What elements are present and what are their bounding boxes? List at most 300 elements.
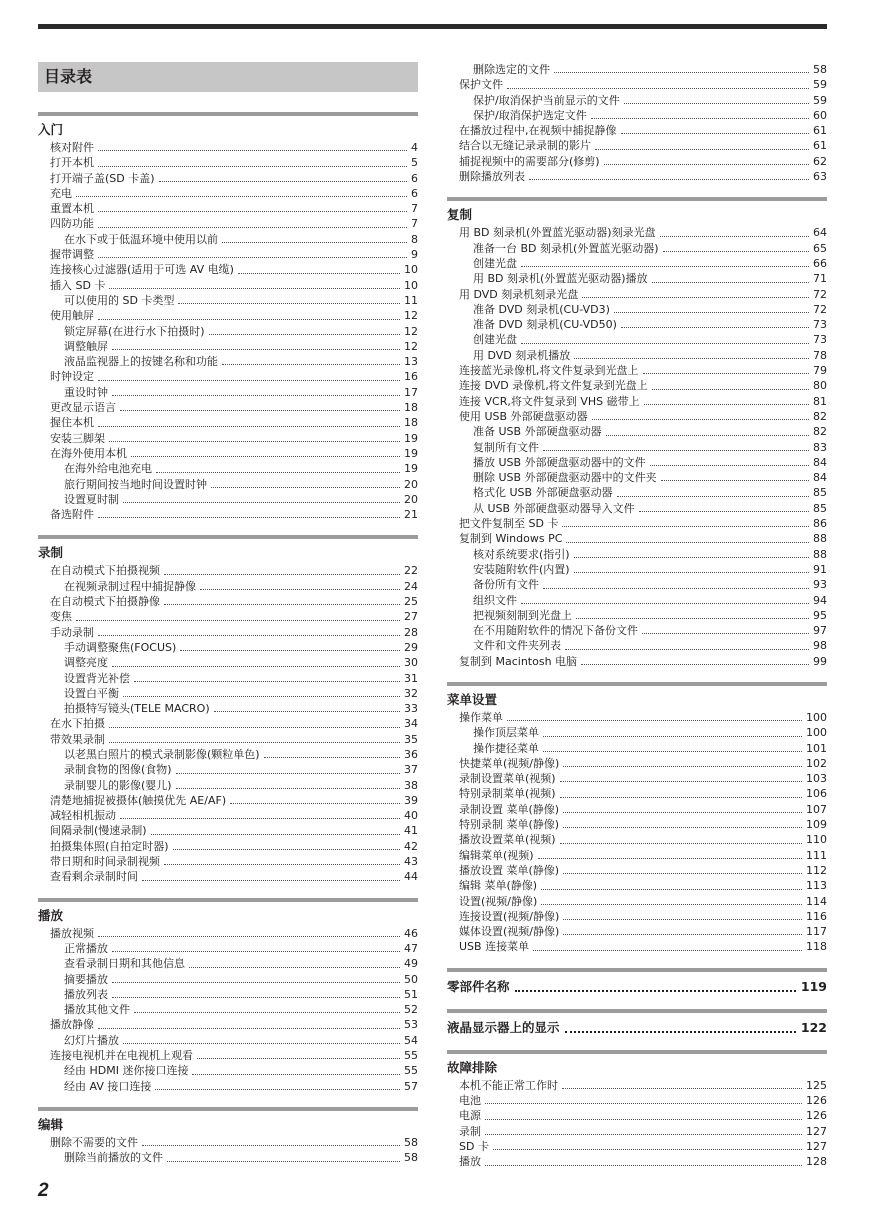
toc-entry[interactable]	[38, 1063, 418, 1078]
toc-entry-page: 16	[404, 370, 418, 384]
dot-leader	[123, 502, 400, 503]
toc-entry[interactable]	[38, 201, 418, 216]
toc-entry-page: 72	[813, 302, 827, 316]
toc-entry[interactable]	[447, 138, 827, 153]
toc-entry-page: 38	[404, 778, 418, 792]
dot-leader	[98, 211, 407, 212]
toc-entry[interactable]	[447, 547, 827, 562]
toc-entry-title: 保护/取消保护当前显示的文件	[473, 93, 620, 107]
dot-leader	[200, 589, 400, 590]
toc-entry-title: 操作顶层菜单	[473, 726, 539, 740]
toc-entry-page: 17	[404, 385, 418, 399]
toc-entry[interactable]	[38, 609, 418, 624]
toc-entry-page: 84	[813, 471, 827, 485]
toc-entry[interactable]	[38, 701, 418, 716]
dot-leader	[167, 1161, 400, 1162]
toc-entry[interactable]	[38, 492, 418, 507]
toc-entry[interactable]	[38, 1079, 418, 1094]
toc-entry[interactable]	[447, 802, 827, 817]
toc-entry-page: 116	[806, 909, 827, 923]
dot-leader	[151, 834, 400, 835]
dot-leader	[566, 542, 809, 543]
toc-entry-page: 128	[806, 1155, 827, 1169]
toc-entry-title: 可以使用的 SD 卡类型	[64, 293, 175, 307]
dot-leader	[142, 1145, 400, 1146]
dot-leader	[644, 404, 809, 405]
dot-leader	[543, 736, 802, 737]
toc-entry-page: 5	[411, 156, 418, 170]
dot-leader	[507, 720, 802, 721]
toc-entry[interactable]	[38, 686, 418, 701]
toc-entry-page: 94	[813, 593, 827, 607]
toc-entry-title: 备份所有文件	[473, 578, 539, 592]
toc-entry-title: 重置本机	[50, 202, 94, 216]
toc-entry[interactable]	[38, 671, 418, 686]
toc-entry-page: 97	[813, 624, 827, 638]
toc-entry-page: 78	[813, 348, 827, 362]
toc-entry[interactable]	[38, 869, 418, 884]
dot-leader	[98, 380, 400, 381]
toc-entry-title: 查看剩余录制时间	[50, 870, 138, 884]
dot-leader	[112, 951, 400, 952]
toc-entry[interactable]	[447, 225, 827, 240]
toc-entry[interactable]	[38, 987, 418, 1002]
toc-entry[interactable]	[38, 747, 418, 762]
toc-entry[interactable]	[447, 93, 827, 108]
toc-entry[interactable]	[447, 909, 827, 924]
toc-entry[interactable]	[38, 247, 418, 262]
toc-entry-page: 35	[404, 732, 418, 746]
toc-entry-title: 在播放过程中,在视频中捕捉静像	[459, 124, 617, 138]
dot-leader	[98, 257, 407, 258]
dot-leader	[507, 88, 809, 89]
toc-entry[interactable]	[447, 516, 827, 531]
dot-leader	[98, 227, 407, 228]
toc-entry[interactable]	[38, 140, 418, 155]
toc-section	[38, 1107, 418, 1166]
toc-entry-page: 85	[813, 501, 827, 515]
toc-entry-page: 126	[806, 1109, 827, 1123]
dot-leader	[264, 757, 400, 758]
toc-entry-page: 34	[404, 717, 418, 731]
toc-entry[interactable]	[38, 956, 418, 971]
section-heading[interactable]: 录制	[38, 535, 418, 561]
section-page-number: 119	[800, 978, 827, 994]
toc-entry[interactable]	[447, 1154, 827, 1169]
toc-entry[interactable]	[447, 1108, 827, 1123]
section-heading[interactable]: 复制	[447, 197, 827, 223]
dot-leader	[562, 1088, 802, 1089]
toc-entry[interactable]	[38, 1048, 418, 1063]
toc-entry[interactable]	[38, 1150, 418, 1165]
dot-leader	[565, 1031, 796, 1033]
toc-entry-title: 删除播放列表	[459, 170, 525, 184]
dot-leader	[142, 880, 400, 881]
toc-entry-page: 4	[411, 141, 418, 154]
toc-entry-page: 8	[411, 232, 418, 246]
section-heading[interactable]: 播放	[38, 898, 418, 924]
toc-entry[interactable]	[447, 169, 827, 184]
toc-entry[interactable]	[38, 400, 418, 415]
toc-entry-title: 手动录制	[50, 625, 94, 639]
toc-entry-title: 设置(视频/静像)	[459, 894, 538, 908]
toc-entry[interactable]	[38, 354, 418, 369]
dot-leader	[134, 1012, 400, 1013]
toc-entry-title: 本机不能正常工作时	[459, 1078, 558, 1092]
dot-leader	[560, 781, 802, 782]
dot-leader	[562, 526, 809, 527]
dot-leader	[109, 742, 400, 743]
dot-leader	[112, 666, 400, 667]
toc-entry-title: 录制	[459, 1124, 481, 1138]
toc-entry-page: 12	[404, 309, 418, 323]
toc-entry-title: 电源	[459, 1109, 481, 1123]
toc-entry-page: 107	[806, 802, 827, 816]
toc-entry[interactable]	[38, 762, 418, 777]
toc-entry-title: 媒体设置(视频/静像)	[459, 925, 560, 939]
toc-entry[interactable]	[447, 1093, 827, 1108]
toc-entry[interactable]	[38, 507, 418, 522]
toc-entry[interactable]	[447, 832, 827, 847]
toc-entry[interactable]	[38, 324, 418, 339]
toc-entry[interactable]	[447, 241, 827, 256]
toc-entry-title: 充电	[50, 186, 72, 200]
toc-entry-title: 连接 DVD 录像机,将文件复录到光盘上	[459, 379, 648, 393]
dot-leader	[661, 480, 809, 481]
toc-entry[interactable]	[38, 461, 418, 476]
toc-section	[447, 682, 827, 955]
toc-entry[interactable]	[38, 232, 418, 247]
toc-entry-page: 127	[806, 1124, 827, 1138]
toc-entry[interactable]	[38, 854, 418, 869]
toc-entry[interactable]	[447, 108, 827, 123]
toc-entry[interactable]	[447, 455, 827, 470]
toc-entry[interactable]	[447, 939, 827, 954]
toc-entry-page: 112	[806, 863, 827, 877]
toc-entry[interactable]	[447, 77, 827, 92]
toc-section	[447, 1050, 827, 1170]
toc-entry-title: 锁定屏幕(在进行水下拍摄时)	[64, 324, 205, 338]
toc-entry-title: 在视频录制过程中捕捉静像	[64, 579, 196, 593]
toc-section	[38, 898, 418, 1094]
toc-entry-title: 播放其他文件	[64, 1003, 130, 1017]
dot-leader	[574, 358, 809, 359]
toc-entry[interactable]	[447, 786, 827, 801]
toc-entry-page: 12	[404, 324, 418, 338]
toc-entry[interactable]	[38, 477, 418, 492]
section-heading[interactable]: 入门	[38, 112, 418, 138]
toc-entry[interactable]	[447, 378, 827, 393]
toc-entry[interactable]	[447, 332, 827, 347]
toc-entry-title: 播放静像	[50, 1018, 94, 1032]
toc-entry[interactable]	[38, 293, 418, 308]
dot-leader	[521, 343, 809, 344]
dot-leader	[123, 696, 400, 697]
toc-entry[interactable]	[38, 941, 418, 956]
dot-leader	[120, 410, 400, 411]
toc-entry-page: 53	[404, 1018, 418, 1032]
toc-entry[interactable]	[38, 1135, 418, 1150]
dot-leader	[563, 827, 802, 828]
toc-entry-title: 用 BD 刻录机(外置蓝光驱动器)播放	[473, 272, 648, 286]
toc-entry-page: 117	[806, 925, 827, 939]
dot-leader	[189, 967, 400, 968]
toc-entry[interactable]	[38, 808, 418, 823]
toc-entry[interactable]	[38, 262, 418, 277]
dot-leader	[643, 373, 810, 374]
toc-entry[interactable]	[447, 348, 827, 363]
toc-entry-page: 55	[404, 1049, 418, 1063]
toc-entry-page: 59	[813, 93, 827, 107]
toc-entry[interactable]	[38, 415, 418, 430]
toc-entry[interactable]	[447, 710, 827, 725]
toc-entry-page: 118	[806, 940, 827, 954]
dot-leader	[529, 179, 809, 180]
section-heading[interactable]: 故障排除	[447, 1050, 827, 1076]
toc-entry[interactable]	[447, 531, 827, 546]
toc-entry[interactable]	[38, 926, 418, 941]
dot-leader	[565, 649, 809, 650]
toc-entry[interactable]	[38, 1033, 418, 1048]
toc-entry[interactable]	[447, 317, 827, 332]
toc-entry-title: 准备 USB 外部硬盘驱动器	[473, 425, 602, 439]
toc-entry[interactable]	[447, 409, 827, 424]
toc-entry[interactable]	[447, 817, 827, 832]
toc-entry[interactable]	[447, 1078, 827, 1093]
toc-entry[interactable]	[447, 654, 827, 669]
toc-entry-title: 间隔录制(慢速录制)	[50, 824, 147, 838]
toc-entry-title: 减轻相机振动	[50, 809, 116, 823]
toc-entry-page: 6	[411, 171, 418, 185]
toc-entry[interactable]	[38, 625, 418, 640]
toc-entry[interactable]	[38, 839, 418, 854]
toc-entry[interactable]	[447, 287, 827, 302]
toc-entry-page: 50	[404, 972, 418, 986]
toc-entry[interactable]	[38, 339, 418, 354]
toc-entry[interactable]	[38, 716, 418, 731]
dot-leader	[621, 327, 809, 328]
toc-entry-title: 结合以无缝记录录制的影片	[459, 139, 591, 153]
toc-entry[interactable]	[447, 593, 827, 608]
toc-entry-title: 特别录制 菜单(静像)	[459, 818, 560, 832]
toc-entry[interactable]	[38, 655, 418, 670]
dot-leader	[109, 441, 400, 442]
toc-entry-title: 连接 VCR,将文件复录到 VHS 磁带上	[459, 394, 640, 408]
toc-entry[interactable]	[447, 470, 827, 485]
toc-entry[interactable]	[38, 793, 418, 808]
toc-entry[interactable]	[447, 894, 827, 909]
dot-leader	[109, 727, 400, 728]
dot-leader	[541, 889, 802, 890]
toc-entry-page: 18	[404, 416, 418, 430]
toc-entry[interactable]	[38, 155, 418, 170]
dot-leader	[120, 818, 400, 819]
toc-entry-title: 清楚地捕捉被摄体(触摸优先 AE/AF)	[50, 793, 227, 807]
toc-entry[interactable]	[447, 725, 827, 740]
toc-entry[interactable]	[38, 186, 418, 201]
toc-entry-page: 66	[813, 256, 827, 270]
section-heading[interactable]: 菜单设置	[447, 682, 827, 708]
toc-entry-title: 变焦	[50, 610, 72, 624]
toc-entry[interactable]	[447, 771, 827, 786]
dot-leader	[543, 751, 802, 752]
dot-leader	[493, 1149, 802, 1150]
toc-entry[interactable]	[447, 1124, 827, 1139]
toc-entry[interactable]	[447, 394, 827, 409]
dot-leader	[624, 103, 809, 104]
toc-entry[interactable]	[38, 778, 418, 793]
toc-entry-page: 46	[404, 926, 418, 940]
toc-entry[interactable]	[447, 501, 827, 516]
dot-leader	[164, 574, 400, 575]
toc-entry-page: 28	[404, 625, 418, 639]
toc-section	[447, 1009, 827, 1037]
dot-leader	[574, 572, 809, 573]
toc-entry[interactable]	[38, 823, 418, 838]
toc-entry[interactable]	[447, 271, 827, 286]
toc-entry[interactable]	[38, 563, 418, 578]
toc-entry-page: 103	[806, 772, 827, 786]
toc-entry-page: 44	[404, 870, 418, 884]
toc-entry[interactable]	[447, 608, 827, 623]
toc-entry-page: 82	[813, 425, 827, 439]
toc-entry-title: 电池	[459, 1094, 481, 1108]
dot-leader	[98, 517, 400, 518]
section-heading[interactable]	[447, 968, 827, 996]
toc-entry[interactable]	[447, 424, 827, 439]
toc-entry-title: 创建光盘	[473, 333, 517, 347]
toc-entry-title: 经由 AV 接口连接	[64, 1079, 152, 1093]
toc-entry[interactable]	[447, 848, 827, 863]
toc-entry-title: 安装随附软件(内置)	[473, 562, 570, 576]
left-sections	[38, 112, 418, 1166]
toc-entry-title: 经由 HDMI 迷你接口连接	[64, 1064, 189, 1078]
toc-entry-page: 24	[404, 579, 418, 593]
toc-entry[interactable]	[447, 302, 827, 317]
toc-entry-title: 复制所有文件	[473, 440, 539, 454]
dot-leader	[642, 633, 809, 634]
toc-entry[interactable]	[38, 972, 418, 987]
toc-entry[interactable]	[38, 732, 418, 747]
toc-entry[interactable]	[447, 256, 827, 271]
toc-entry[interactable]	[447, 623, 827, 638]
toc-entry[interactable]	[447, 154, 827, 169]
dot-leader	[180, 650, 400, 651]
toc-entry-page: 58	[404, 1151, 418, 1165]
toc-entry[interactable]	[38, 171, 418, 186]
toc-entry[interactable]	[447, 756, 827, 771]
toc-entry-title: 用 DVD 刻录机刻录光盘	[459, 287, 579, 301]
toc-entry-title: 幻灯片播放	[64, 1033, 119, 1047]
toc-entry-title: 用 BD 刻录机(外置蓝光驱动器)刻录光盘	[459, 226, 656, 240]
toc-entry-page: 79	[813, 364, 827, 378]
dot-leader	[98, 426, 400, 427]
toc-entry[interactable]	[447, 638, 827, 653]
toc-entry-page: 40	[404, 809, 418, 823]
section-heading[interactable]: 编辑	[38, 1107, 418, 1133]
toc-entry-page: 109	[806, 818, 827, 832]
dot-leader	[521, 603, 809, 604]
dot-leader	[485, 1103, 802, 1104]
dot-leader	[176, 773, 400, 774]
toc-entry-page: 62	[813, 154, 827, 168]
toc-entry-title: 以老黑白照片的模式录制影像(颗粒单色)	[64, 747, 260, 761]
toc-entry[interactable]	[447, 363, 827, 378]
toc-entry[interactable]	[38, 431, 418, 446]
toc-entry[interactable]	[38, 216, 418, 231]
toc-entry-title: 带日期和时间录制视频	[50, 855, 160, 869]
dot-leader	[541, 904, 802, 905]
dot-leader	[515, 990, 796, 992]
toc-entry[interactable]	[447, 123, 827, 138]
toc-entry-title: USB 连接菜单	[459, 940, 530, 954]
toc-entry[interactable]	[38, 640, 418, 655]
dot-leader	[485, 1165, 802, 1166]
toc-entry-title: 操作捷径菜单	[473, 741, 539, 755]
toc-entry-page: 47	[404, 941, 418, 955]
toc-entry[interactable]	[38, 1017, 418, 1032]
top-rule	[38, 24, 827, 29]
toc-entry-page: 61	[813, 139, 827, 153]
dot-leader	[98, 936, 400, 937]
toc-entry[interactable]	[447, 1139, 827, 1154]
toc-entry-page: 13	[404, 355, 418, 369]
toc-entry-title: 格式化 USB 外部硬盘驱动器	[473, 486, 613, 500]
toc-entry-page: 19	[404, 431, 418, 445]
toc-entry[interactable]	[447, 485, 827, 500]
dot-leader	[112, 982, 400, 983]
toc-entry-page: 10	[404, 263, 418, 277]
toc-entry[interactable]	[38, 369, 418, 384]
toc-entry-page: 7	[411, 217, 418, 231]
dot-leader	[606, 435, 809, 436]
toc-entry[interactable]	[447, 863, 827, 878]
toc-entry[interactable]	[447, 562, 827, 577]
toc-entry[interactable]	[447, 924, 827, 939]
toc-entry-title: 特别录制菜单(视频)	[459, 787, 556, 801]
toc-entry[interactable]	[447, 878, 827, 893]
section-heading[interactable]	[447, 1009, 827, 1037]
toc-entry-title: 旅行期间按当地时间设置时钟	[64, 477, 207, 491]
toc-entry[interactable]	[38, 594, 418, 609]
toc-entry-page: 25	[404, 595, 418, 609]
toc-entry-page: 110	[806, 833, 827, 847]
toc-entry[interactable]	[38, 278, 418, 293]
dot-leader	[230, 803, 400, 804]
dot-leader	[533, 950, 802, 951]
toc-entry[interactable]	[38, 308, 418, 323]
toc-entry[interactable]	[447, 577, 827, 592]
toc-entry-page: 60	[813, 108, 827, 122]
toc-entry[interactable]	[447, 741, 827, 756]
dot-leader	[663, 251, 809, 252]
dot-leader	[211, 487, 400, 488]
toc-entry[interactable]	[38, 579, 418, 594]
toc-entry-page: 65	[813, 241, 827, 255]
toc-entry-page: 106	[806, 787, 827, 801]
toc-entry[interactable]	[38, 385, 418, 400]
dot-leader	[134, 681, 400, 682]
toc-entry[interactable]	[38, 446, 418, 461]
toc-entry[interactable]	[447, 440, 827, 455]
toc-entry-title: 带效果录制	[50, 732, 105, 746]
toc-entry[interactable]	[447, 62, 827, 77]
toc-entry-page: 18	[404, 401, 418, 415]
toc-entry-title: 握住本机	[50, 416, 94, 430]
toc-entry-page: 33	[404, 702, 418, 716]
toc-entry-page: 19	[404, 446, 418, 460]
toc-entry[interactable]	[38, 1002, 418, 1017]
